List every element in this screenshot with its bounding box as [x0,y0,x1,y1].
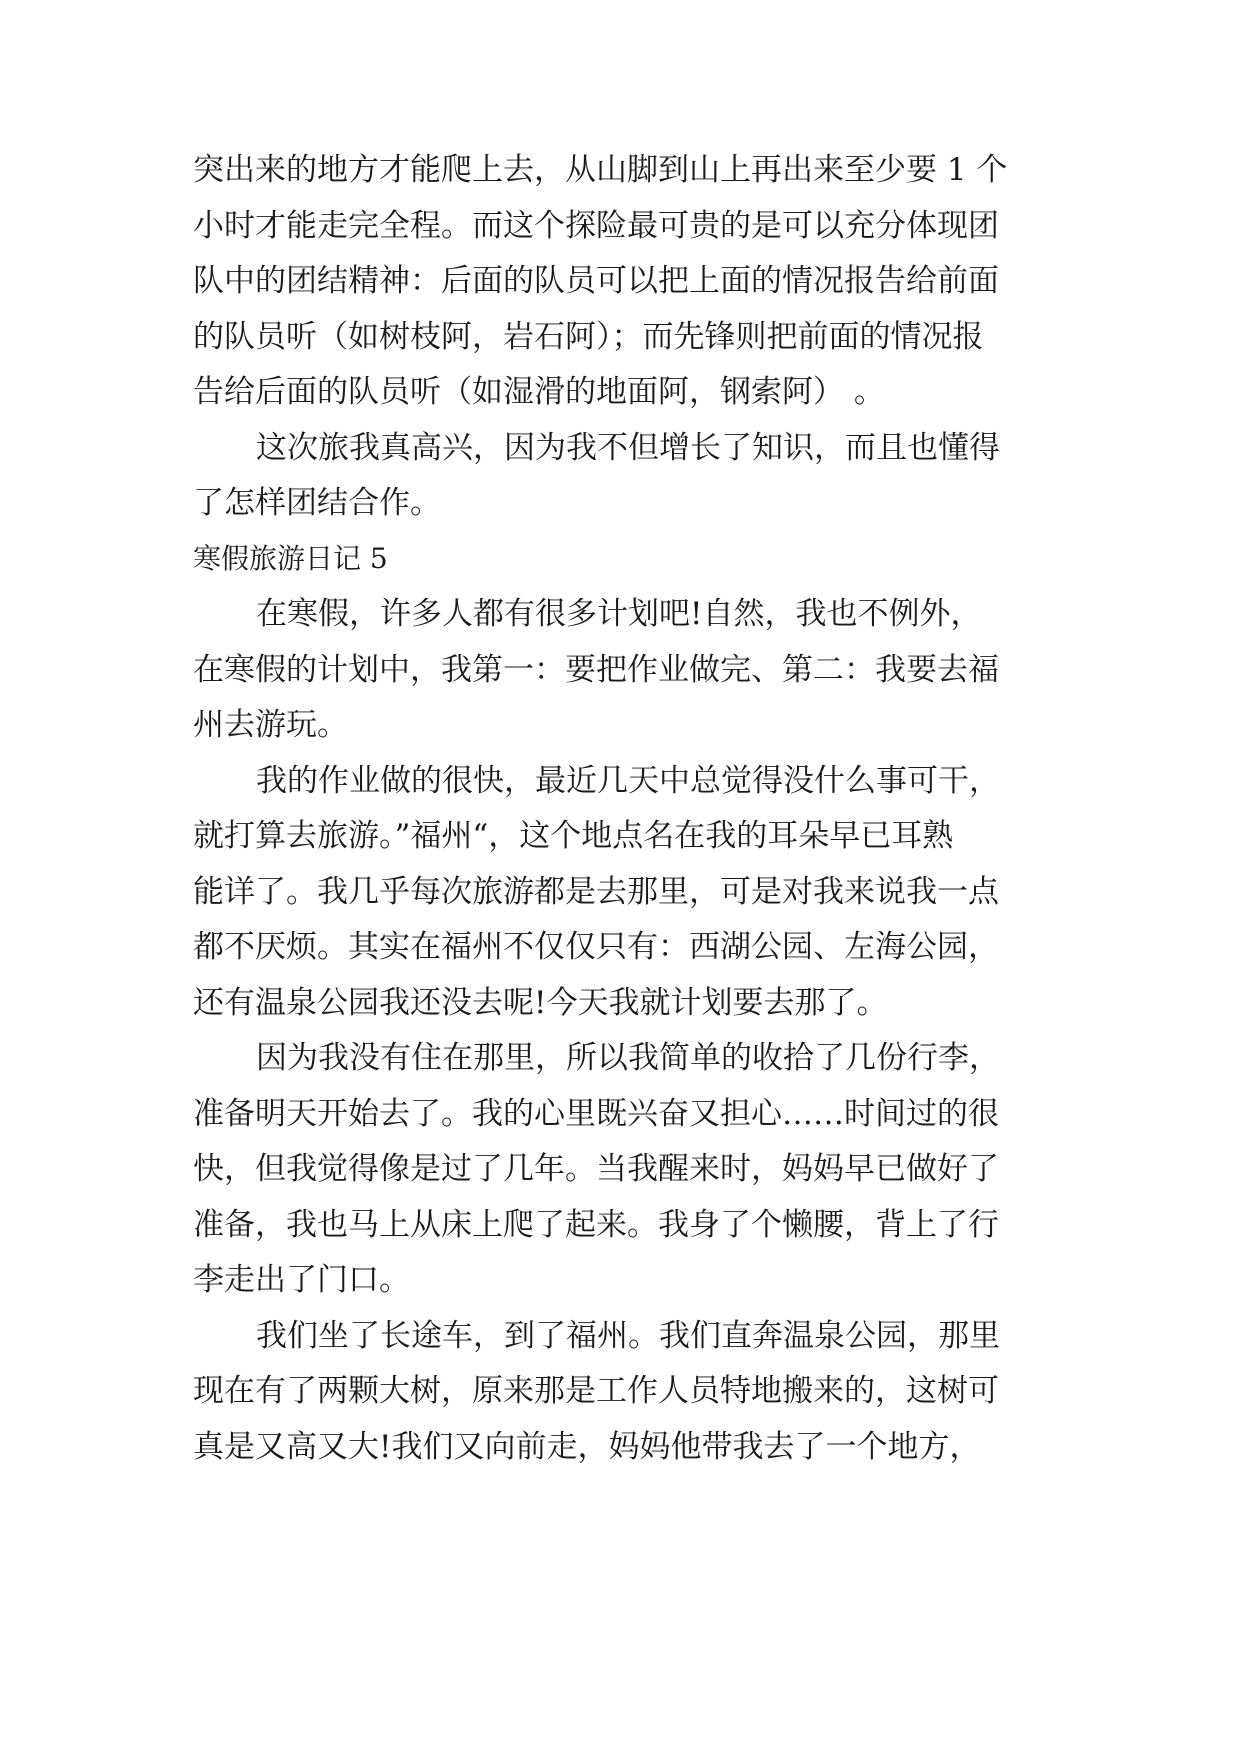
text-line: 队中的团结精神：后面的队员可以把上面的情况报告给前面 [193,263,999,299]
text-line: 因为我没有住在那里，所以我简单的收拾了几份行李， [256,1040,1000,1076]
text-line: 的队员听（如树枝阿，岩石阿）；而先锋则把前面的情况报 [193,319,984,355]
text-line: 现在有了两颗大树，原来那是工作人员特地搬来的，这树可 [193,1373,999,1409]
text-line: 能详了。我几乎每次旅游都是去那里，可是对我来说我一点 [193,874,999,910]
text-line: 了怎样团结合作。 [193,485,441,521]
section-heading: 寒假旅游日记 5 [193,542,388,575]
text-line: 就打算去旅游。”福州“，这个地点名在我的耳朵早已耳熟 [193,818,954,854]
text-line: 小时才能走完全程。而这个探险最可贵的是可以充分体现团 [193,208,999,244]
text-line: 在寒假的计划中，我第一：要把作业做完、第二：我要去福 [193,652,999,688]
text-line: 还有温泉公园我还没去呢!今天我就计划要去那了。 [193,985,888,1021]
text-line: 快，但我觉得像是过了几年。当我醒来时，妈妈早已做好了 [193,1151,999,1187]
text-line: 准备明天开始去了。我的心里既兴奋又担心……时间过的很 [193,1096,999,1132]
text-line: 准备，我也马上从床上爬了起来。我身了个懒腰，背上了行 [193,1207,999,1243]
text-line: 州去游玩。 [193,707,348,743]
text-line: 李走出了门口。 [193,1262,410,1298]
text-line: 告给后面的队员听（如湿滑的地面阿，钢索阿） 。 [193,374,885,410]
text-line: 在寒假，许多人都有很多计划吧!自然，我也不例外， [256,596,982,632]
text-line: 真是又高又大!我们又向前走，妈妈他带我去了一个地方， [193,1429,981,1465]
text-line: 这次旅我真高兴，因为我不但增长了知识，而且也懂得 [256,430,1000,466]
text-line: 我们坐了长途车，到了福州。我们直奔温泉公园，那里 [256,1318,1000,1354]
text-line: 都不厌烦。其实在福州不仅仅只有：西湖公园、左海公园， [193,929,999,965]
text-line: 突出来的地方才能爬上去，从山脚到山上再出来至少要 1 个 [193,152,1008,188]
text-line: 我的作业做的很快，最近几天中总觉得没什么事可干， [256,763,1000,799]
